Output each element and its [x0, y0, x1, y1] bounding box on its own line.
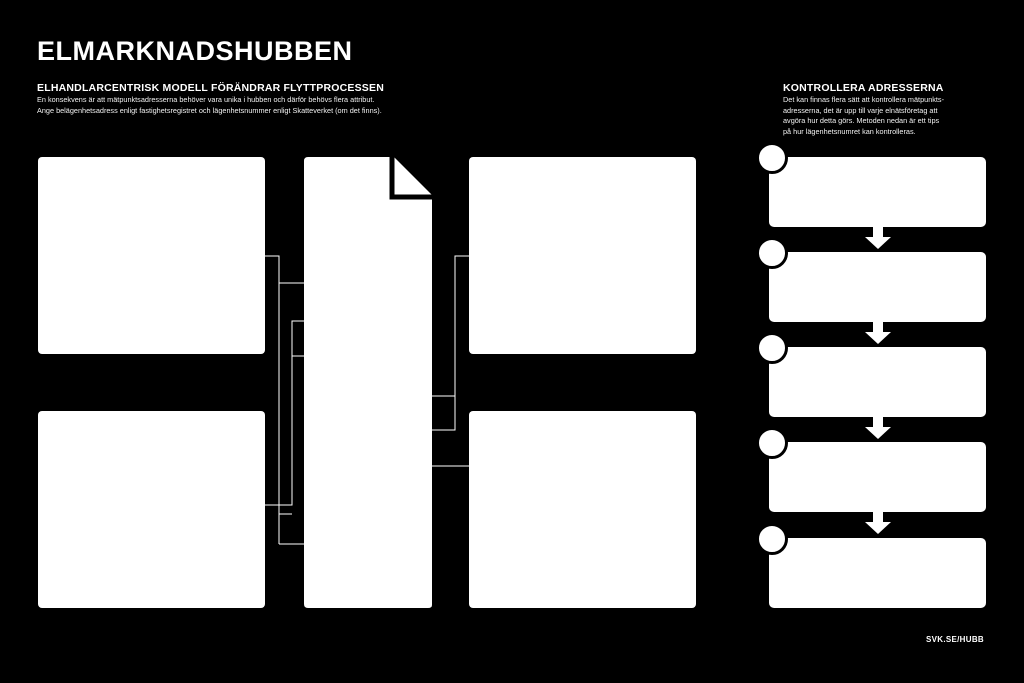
step-box-2 — [769, 252, 986, 322]
intro-line-2: Ange belägenhetsadress enligt fastighetsregistret och lägenhetsnummer enligt Skatteverket (om det finns). — [37, 105, 382, 115]
connector-line — [265, 321, 304, 505]
step-marker-1 — [756, 142, 788, 174]
step-marker-3 — [756, 332, 788, 364]
step-marker-2 — [756, 237, 788, 269]
connector-line — [265, 256, 292, 514]
check-heading: KONTROLLERA ADRESSERNA — [783, 82, 944, 94]
down-arrow-icon — [873, 227, 883, 237]
down-arrow-icon — [873, 417, 883, 427]
check-line-1: Det kan finnas flera sätt att kontrollera mätpunkts- — [783, 95, 945, 104]
check-line-4: på hur lägenhetsnumret kan kontrolleras. — [783, 126, 916, 136]
document-panel — [304, 157, 433, 609]
section-heading: ELHANDLARCENTRISK MODELL FÖRÄNDRAR FLYTTPROCESSEN — [37, 82, 384, 94]
process-card-top-right — [469, 157, 696, 354]
down-arrow-icon — [873, 512, 883, 522]
page-title: ELMARKNADSHUBBEN — [37, 36, 353, 66]
footer-url: SVK.SE/HUBB — [926, 635, 984, 644]
down-arrow-icon — [865, 237, 891, 249]
step-box-1 — [769, 157, 986, 227]
down-arrow-icon — [865, 427, 891, 439]
check-line-3: avgöra hur detta görs. Metoden nedan är ett tips — [783, 116, 940, 125]
step-marker-5 — [756, 523, 788, 555]
step-box-5 — [769, 538, 986, 608]
intro-line-1: En konsekvens är att mätpunktsadresserna behöver vara unika i hubben och därför behövs flera attribut. — [37, 95, 375, 104]
process-card-bottom-right — [469, 411, 696, 608]
down-arrow-icon — [865, 522, 891, 534]
down-arrow-icon — [873, 322, 883, 332]
step-marker-4 — [756, 427, 788, 459]
process-card-bottom-left — [38, 411, 265, 608]
down-arrow-icon — [865, 332, 891, 344]
process-card-top-left — [38, 157, 265, 354]
connector-line — [432, 256, 469, 430]
check-line-2: adresserna, det är upp till varje elnätsföretag att — [783, 105, 938, 115]
step-box-4 — [769, 442, 986, 512]
step-box-3 — [769, 347, 986, 417]
